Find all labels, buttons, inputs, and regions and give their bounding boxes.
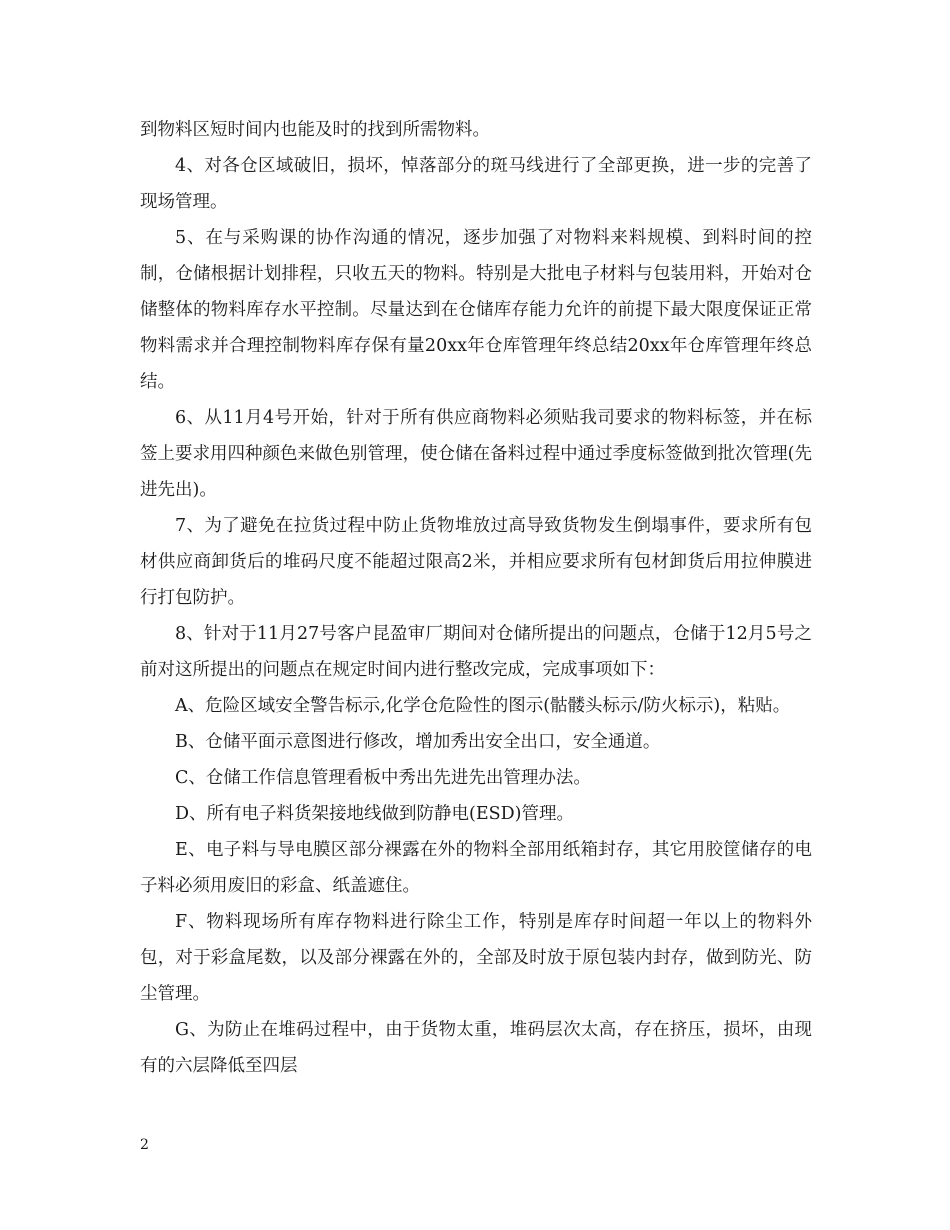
paragraph-item-5: 5、在与采购课的协作沟通的情况，逐步加强了对物料来料规模、到料时间的控制，仓储根据计划排程，只收五天的物料。特别是大批电子材料与包装用料，开始对仓储整体的物料库存水平控制。尽量达到在仓储库存能力允许的前提下最大限度保证正常物料需求并合理控制物料库存保有量20xx年仓库管理年终总结20xx年仓库管理年终总结。 [140, 228, 812, 392]
paragraph-sub-f: F、物料现场所有库存物料进行除尘工作，特别是库存时间超一年以上的物料外包，对于彩盒尾数，以及部分裸露在外的，全部及时放于原包装内封存，做到防光、防尘管理。 [140, 912, 812, 1004]
paragraph-sub-c: C、仓储工作信息管理看板中秀出先进先出管理办法。 [175, 768, 591, 788]
paragraph-sub-b: B、仓储平面示意图进行修改，增加秀出安全出口，安全通道。 [175, 732, 661, 752]
paragraph-sub-d: D、所有电子料货架接地线做到防静电(ESD)管理。 [175, 804, 574, 824]
paragraph-item-8: 8、针对于11月27号客户昆盈审厂期间对仓储所提出的问题点，仓储于12月5号之前对这所提出的问题点在规定时间内进行整改完成，完成事项如下： [140, 624, 812, 680]
page-number: 2 [140, 1137, 149, 1153]
paragraph-sub-a: A、危险区域安全警告标示,化学仓危险性的图示(骷髅头标示/防火标示)，粘贴。 [175, 696, 791, 716]
paragraph-continuation: 到物料区短时间内也能及时的找到所需物料。 [140, 120, 490, 140]
paragraph-sub-e: E、电子料与导电膜区部分裸露在外的物料全部用纸箱封存，其它用胶筐储存的电子料必须用废旧的彩盒、纸盖遮住。 [140, 840, 812, 896]
paragraph-item-6: 6、从11月4号开始，针对于所有供应商物料必须贴我司要求的物料标签，并在标签上要求用四种颜色来做色别管理，使仓储在备料过程中通过季度标签做到批次管理(先进先出)。 [140, 408, 812, 500]
paragraph-sub-g: G、为防止在堆码过程中，由于货物太重，堆码层次太高，存在挤压，损坏，由现有的六层降低至四层 [140, 1020, 812, 1076]
paragraph-item-4: 4、对各仓区域破旧，损坏，悼落部分的斑马线进行了全部更换，进一步的完善了现场管理。 [140, 156, 812, 212]
document-body [140, 112, 812, 1084]
paragraph-item-7: 7、为了避免在拉货过程中防止货物堆放过高导致货物发生倒塌事件，要求所有包材供应商卸货后的堆码尺度不能超过限高2米，并相应要求所有包材卸货后用拉伸膜进行打包防护。 [140, 516, 812, 608]
